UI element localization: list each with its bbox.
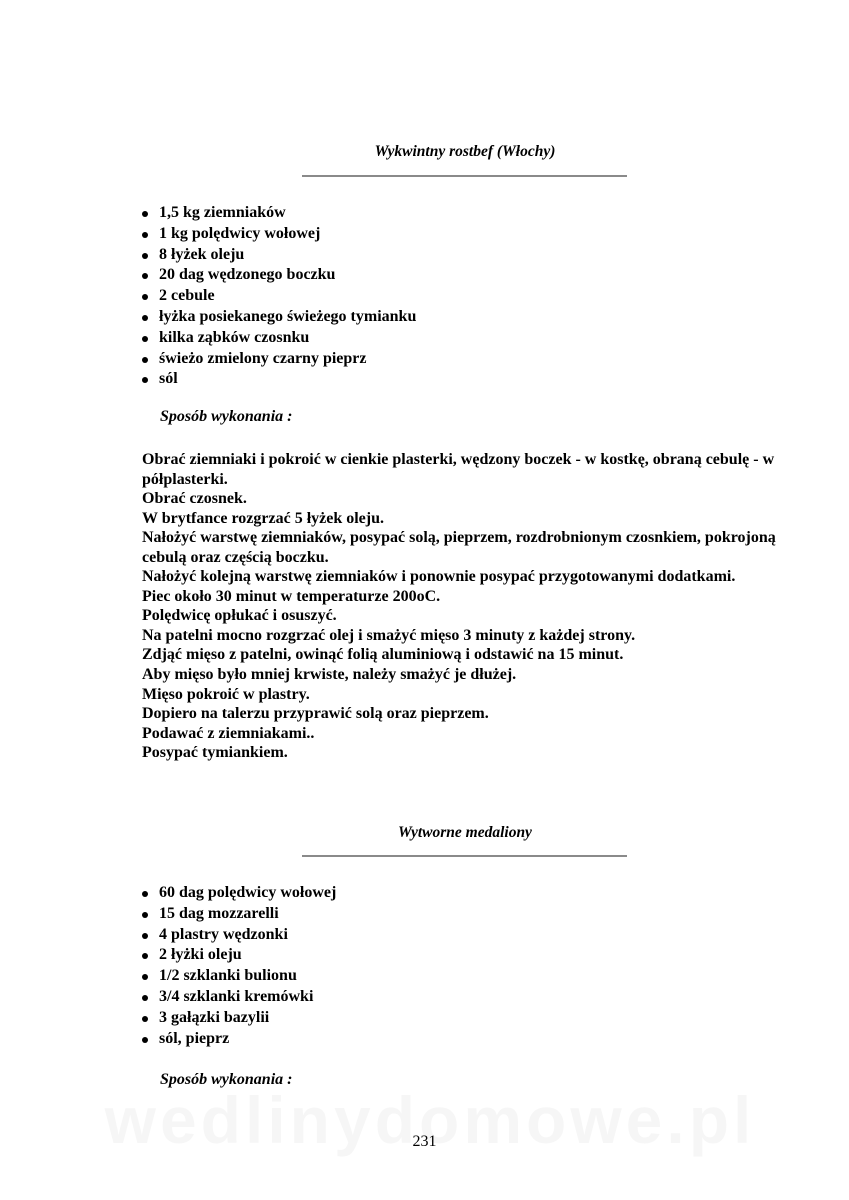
instruction-step: Nałożyć warstwę ziemniaków, posypać solą, pieprzem, rozdrobnionym czosnkiem, pokrojoną cebulą oraz częścią boczku. bbox=[142, 529, 776, 566]
instruction-step: Posypać tymiankiem. bbox=[142, 744, 288, 762]
recipe-title: Wykwintny rostbef (Włochy) bbox=[374, 143, 556, 160]
list-item: 8 łyżek oleju bbox=[138, 245, 416, 266]
instruction-step: Zdjąć mięso z patelni, owinąć folią aluminiową i odstawić na 15 minut. bbox=[142, 646, 624, 664]
instruction-step: Dopiero na talerzu przyprawić solą oraz pieprzem. bbox=[142, 705, 489, 723]
list-item: sól, pieprz bbox=[138, 1029, 336, 1050]
instruction-step: Polędwicę opłukać i osuszyć. bbox=[142, 607, 337, 625]
list-item: 1/2 szklanki bulionu bbox=[138, 966, 336, 987]
list-item: 2 łyżki oleju bbox=[138, 945, 336, 966]
list-item: 20 dag wędzonego boczku bbox=[138, 265, 416, 286]
instruction-step: Piec około 30 minut w temperaturze 200oC. bbox=[142, 587, 441, 605]
instruction-step: W brytfance rozgrzać 5 łyżek oleju. bbox=[142, 509, 385, 527]
instruction-step: Obrać ziemniaki i pokroić w cienkie plasterki, wędzony boczek - w kostkę, obraną cebulę - w półplasterki. bbox=[142, 451, 775, 488]
instruction-step: Mięso pokroić w plastry. bbox=[142, 685, 310, 703]
list-item: kilka ząbków czosnku bbox=[138, 328, 416, 349]
instruction-step: Na patelni mocno rozgrzać olej i smażyć mięso 3 minuty z każdej strony. bbox=[142, 626, 636, 644]
list-item: 3 gałązki bazylii bbox=[138, 1008, 336, 1029]
list-item: 1,5 kg ziemniaków bbox=[138, 203, 416, 224]
recipe-title: Wytworne medaliony bbox=[398, 824, 532, 841]
instructions bbox=[142, 450, 802, 763]
list-item: 2 cebule bbox=[138, 286, 416, 307]
list-item: łyżka posiekanego świeżego tymianku bbox=[138, 307, 416, 328]
method-heading: Sposób wykonania : bbox=[160, 408, 293, 425]
instruction-step: Podawać z ziemniakami.. bbox=[142, 724, 315, 742]
list-item: 60 dag polędwicy wołowej bbox=[138, 883, 336, 904]
list-item: 3/4 szklanki kremówki bbox=[138, 987, 336, 1008]
instruction-step: Obrać czosnek. bbox=[142, 490, 247, 508]
list-item: sól bbox=[138, 369, 416, 390]
ingredient-list bbox=[138, 203, 416, 390]
instruction-step: Aby mięso było mniej krwiste, należy smażyć je dłużej. bbox=[142, 666, 517, 684]
method-heading: Sposób wykonania : bbox=[160, 1071, 293, 1088]
list-item: świeżo zmielony czarny pieprz bbox=[138, 349, 416, 370]
title-divider bbox=[302, 855, 627, 857]
instruction-step: Nałożyć kolejną warstwę ziemniaków i ponownie posypać przygotowanymi dodatkami. bbox=[142, 568, 736, 586]
list-item: 4 plastry wędzonki bbox=[138, 925, 336, 946]
title-divider bbox=[302, 175, 627, 177]
ingredient-list bbox=[138, 883, 336, 1049]
list-item: 15 dag mozzarelli bbox=[138, 904, 336, 925]
page-number: 231 bbox=[412, 1133, 437, 1150]
list-item: 1 kg polędwicy wołowej bbox=[138, 224, 416, 245]
